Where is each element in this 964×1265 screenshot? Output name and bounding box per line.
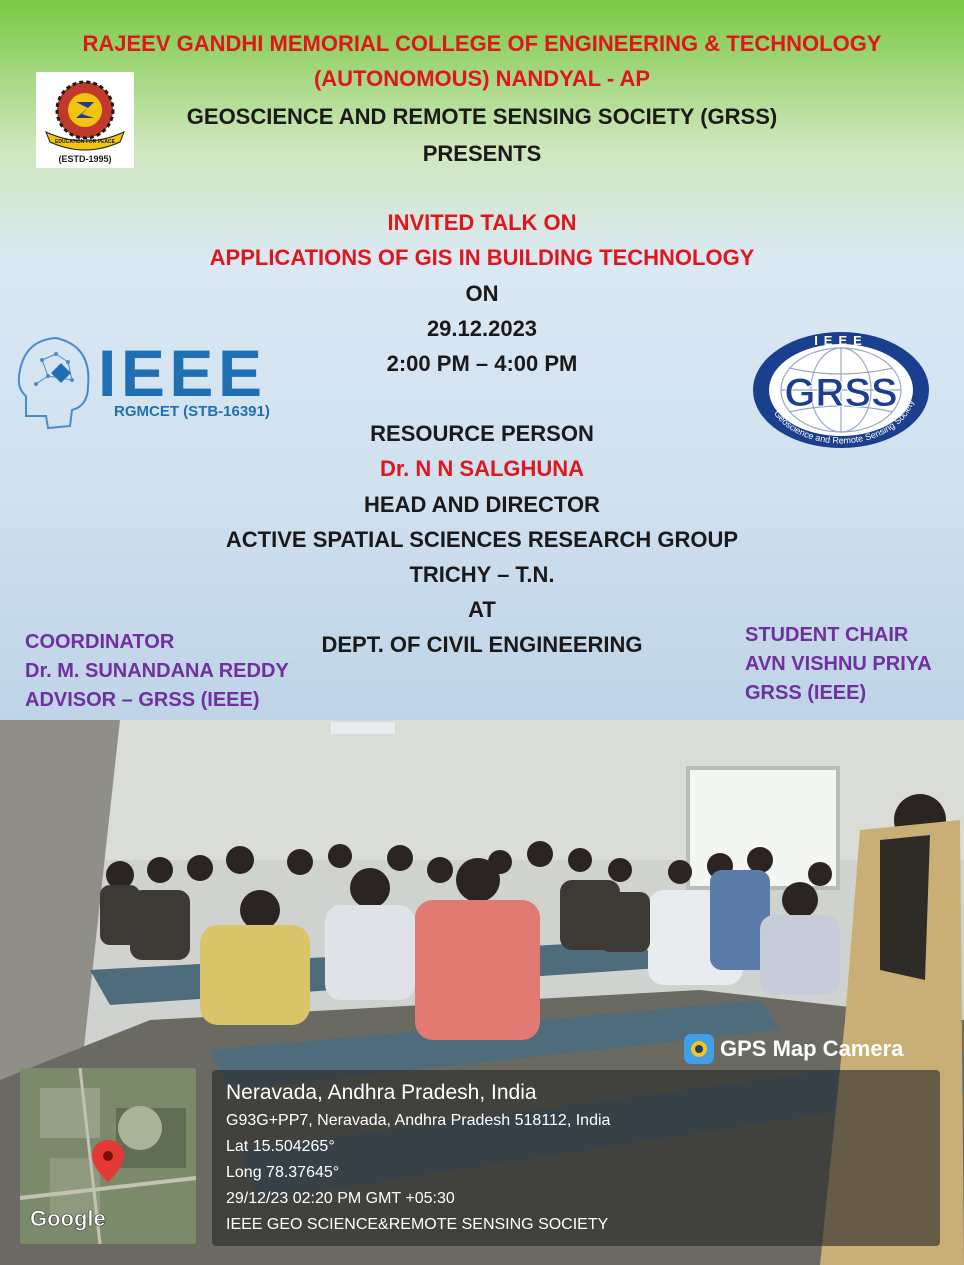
- gps-longitude: Long 78.37645°: [226, 1164, 340, 1181]
- college-logo: [36, 72, 134, 168]
- resource-person-name: Dr. N N SALGHUNA: [379, 456, 585, 481]
- student-chair-role: GRSS (IEEE): [745, 682, 867, 704]
- gps-location: Neravada, Andhra Pradesh, India: [226, 1081, 537, 1104]
- society-name: GEOSCIENCE AND REMOTE SENSING SOCIETY (GRSS): [186, 104, 778, 129]
- venue-department: DEPT. OF CIVIL ENGINEERING: [321, 632, 643, 657]
- coordinator-block: [25, 628, 289, 715]
- gps-badge-label: GPS Map Camera: [720, 1036, 904, 1061]
- ieee-logo: [12, 330, 272, 434]
- student-chair-title: STUDENT CHAIR: [745, 624, 909, 646]
- gps-address: G93G+PP7, Neravada, Andhra Pradesh 518112, India: [226, 1112, 611, 1129]
- on-label: ON: [465, 281, 499, 306]
- college-name-line1: RAJEEV GANDHI MEMORIAL COLLEGE OF ENGINEERING & TECHNOLOGY: [82, 31, 882, 56]
- college-logo-caption: (ESTD-1995): [58, 154, 112, 164]
- map-thumbnail: [20, 1068, 196, 1244]
- student-chair-name: AVN VISHNU PRIYA: [745, 653, 932, 675]
- ieee-branch-code: RGMCET (STB-16391): [114, 403, 270, 420]
- gps-map-camera-badge: [684, 1030, 903, 1068]
- camera-pin-icon: [684, 1034, 714, 1064]
- gps-latitude: Lat 15.504265°: [226, 1138, 335, 1155]
- event-time: 2:00 PM – 4:00 PM: [386, 351, 578, 376]
- resource-person-designation: HEAD AND DIRECTOR: [364, 492, 600, 517]
- invited-talk-label: INVITED TALK ON: [387, 210, 577, 235]
- google-map-label: Google: [30, 1206, 106, 1231]
- resource-person-place: TRICHY – T.N.: [409, 562, 555, 587]
- ieee-wordmark: IEEE: [98, 336, 262, 410]
- presents-text: PRESENTS: [422, 141, 542, 166]
- grss-ring-text: Geoscience and Remote Sensing Society: [772, 398, 916, 446]
- grss-wordmark: GRSS: [784, 371, 898, 415]
- college-logo-motto: EDUCATION FOR PEACE: [55, 139, 115, 145]
- talk-topic: APPLICATIONS OF GIS IN BUILDING TECHNOLOGY: [209, 245, 755, 270]
- resource-person-heading: RESOURCE PERSON: [370, 421, 594, 446]
- event-date: 29.12.2023: [426, 316, 538, 341]
- grss-ring-ieee: IEEE: [814, 333, 868, 348]
- coordinator-name: Dr. M. SUNANDANA REDDY: [25, 660, 289, 682]
- coordinator-role: ADVISOR – GRSS (IEEE): [25, 689, 260, 711]
- college-name-line2: (AUTONOMOUS) NANDYAL - AP: [313, 66, 651, 91]
- at-label: AT: [468, 597, 496, 622]
- student-chair-block: [745, 621, 932, 708]
- resource-person-org: ACTIVE SPATIAL SCIENCES RESEARCH GROUP: [225, 527, 739, 552]
- coordinator-title: COORDINATOR: [25, 631, 175, 653]
- gps-note: IEEE GEO SCIENCE&REMOTE SENSING SOCIETY: [226, 1216, 609, 1233]
- gps-datetime: 29/12/23 02:20 PM GMT +05:30: [226, 1190, 455, 1207]
